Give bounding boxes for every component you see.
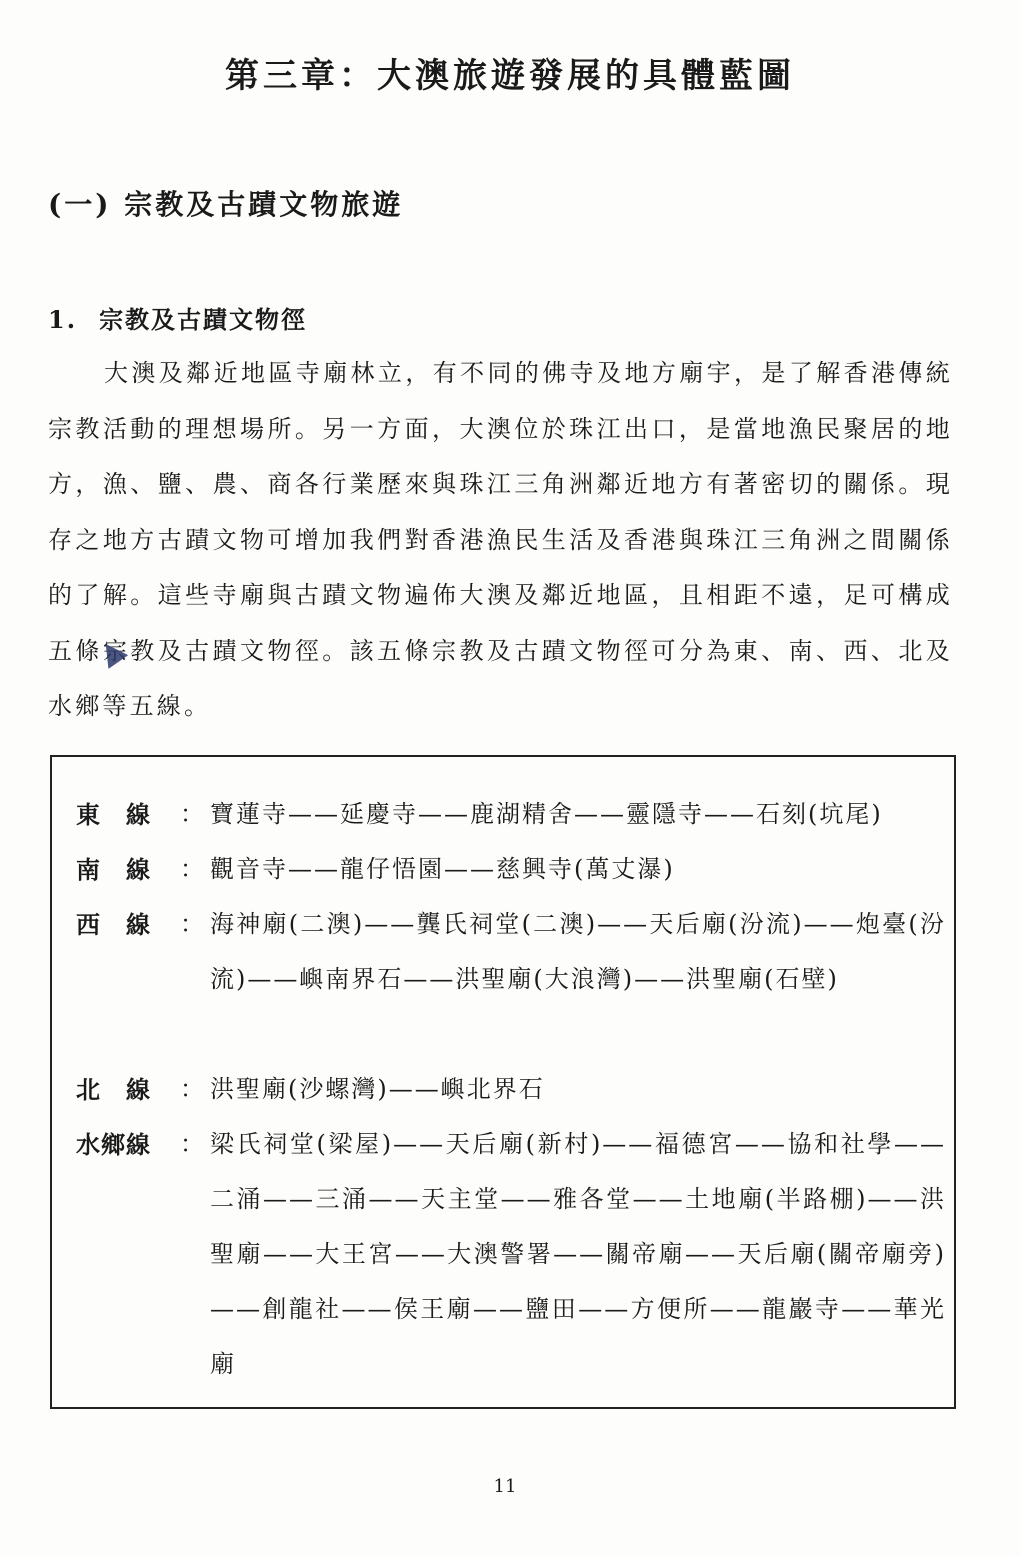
route-west bbox=[76, 897, 946, 1062]
page-number: 11 bbox=[493, 1476, 517, 1497]
subsection-number: 1. bbox=[48, 305, 78, 334]
subsection-title: 宗教及古蹟文物徑 bbox=[99, 305, 308, 334]
route-label: 南 線 bbox=[76, 855, 151, 884]
route-water-village bbox=[76, 1117, 946, 1392]
route-stops: 梁氏祠堂(梁屋)——天后廟(新村)——福德宮——協和社學——二涌——三涌——天主堂——雅各堂——土地廟(半路棚)——洪聖廟——大王宮——大澳警署——關帝廟——天后廟(關帝廟旁)——創龍社——侯王廟——鹽田——方便所——龍巖寺——華光廟 bbox=[210, 1130, 946, 1378]
route-label: 水鄉線 bbox=[76, 1130, 151, 1159]
route-north bbox=[76, 1062, 946, 1117]
section-heading: (一) 宗教及古蹟文物旅遊 bbox=[48, 188, 404, 221]
route-label: 西 線 bbox=[76, 910, 151, 939]
route-label: 東 線 bbox=[76, 800, 151, 829]
route-colon: ： bbox=[180, 1075, 204, 1103]
subsection-heading bbox=[48, 300, 307, 335]
chapter-title: 第三章：大澳旅遊發展的具體藍圖 bbox=[225, 56, 795, 96]
route-colon: ： bbox=[180, 910, 204, 938]
route-stops: 觀音寺——龍仔悟園——慈興寺(萬丈瀑) bbox=[210, 855, 675, 883]
route-colon: ： bbox=[180, 800, 204, 828]
route-south bbox=[76, 842, 946, 897]
route-label: 北 線 bbox=[76, 1075, 151, 1104]
route-colon: ： bbox=[180, 1130, 204, 1158]
body-paragraph: 大澳及鄰近地區寺廟林立，有不同的佛寺及地方廟宇，是了解香港傳統宗教活動的理想場所。另一方面，大澳位於珠江出口，是當地漁民聚居的地方，漁、鹽、農、商各行業歷來與珠江三角洲鄰近地方有著密切的關係。現存之地方古蹟文物可增加我們對香港漁民生活及香港與珠江三角洲之間關係的了解。這些寺廟與古蹟文物遍佈大澳及鄰近地區，且相距不遠，足可構成五條宗教及古蹟文物徑。該五條宗教及古蹟文物徑可分為東、南、西、北及水鄉等五線。 bbox=[48, 359, 953, 720]
route-stops: 洪聖廟(沙螺灣)——嶼北界石 bbox=[210, 1075, 545, 1103]
route-list-box bbox=[50, 755, 956, 1409]
route-colon: ： bbox=[180, 855, 204, 883]
route-east bbox=[76, 787, 946, 842]
route-stops: 海神廟(二澳)——龔氏祠堂(二澳)——天后廟(汾流)——炮臺(汾流)——嶼南界石——洪聖廟(大浪灣)——洪聖廟(石壁) bbox=[210, 910, 946, 993]
route-stops: 寶蓮寺——延慶寺——鹿湖精舍——靈隱寺——石刻(坑尾) bbox=[210, 800, 883, 828]
